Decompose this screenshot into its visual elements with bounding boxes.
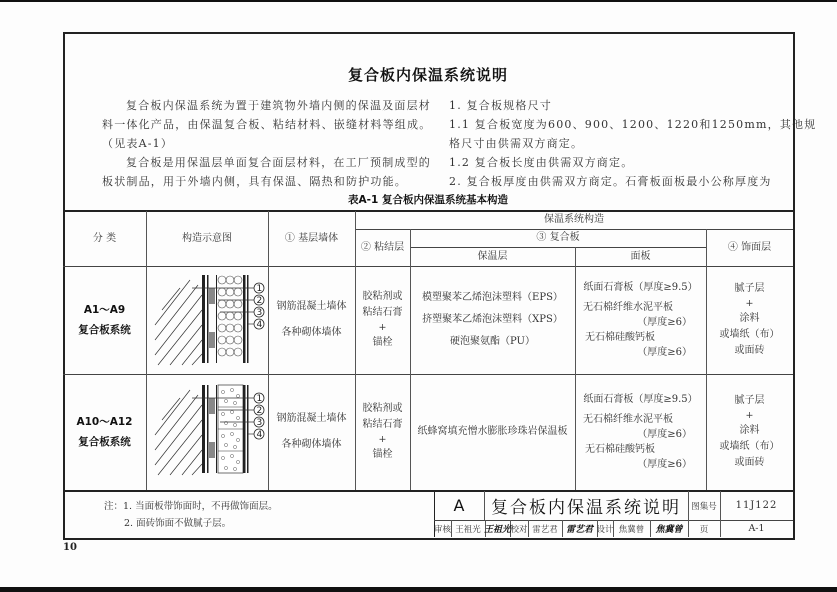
row1-base-wall: 钢筋混凝土墙体 各种砌体墙体 <box>276 301 347 338</box>
design-label: 设计 <box>596 524 614 535</box>
section-letter: A <box>453 496 465 515</box>
header-base-wall: ① 基层墙体 <box>284 232 339 244</box>
atlas-label: 图集号 <box>691 501 717 512</box>
reviewer-signature: 王祖光 <box>484 525 512 535</box>
header-adhesive: ② 粘结层 <box>360 241 405 253</box>
notes-label: 注： <box>104 501 124 512</box>
checker-name: 雷艺君 <box>532 524 558 535</box>
row1-construction-diagram <box>150 270 265 370</box>
svg-text:1: 1 <box>256 394 263 404</box>
intro-left-line-4: 复合板是用保温层单面复合面层材料，在工厂预制成型的 <box>126 156 431 169</box>
row2-panel: 纸面石膏板（厚度≥9.5） 无石棉纤维水泥平板 （厚度≥6） 无石棉硅酸钙板 （厚度≥6） <box>583 394 698 470</box>
header-composite: ③ 复合板 <box>536 232 580 243</box>
page-title: 复合板内保温系统说明 <box>347 66 508 84</box>
row1-panel: 纸面石膏板（厚度≥9.5） 无石棉纤维水泥平板 （厚度≥6） 无石棉硅酸钙板 （厚度≥6） <box>583 282 698 358</box>
row2-base-wall: 钢筋混凝土墙体 各种砌体墙体 <box>276 413 347 450</box>
intro-right-line-3: 格尺寸由供需双方商定。 <box>449 137 584 150</box>
top-edge-line <box>0 0 837 2</box>
intro-left-line-2: 料一体化产品，由保温复合板、粘结材料、嵌缝材料等组成。 <box>102 118 432 131</box>
note-2: 2. 面砖饰面不做腻子层。 <box>124 518 232 529</box>
row2-category: A10～A12 复合板系统 <box>76 416 133 448</box>
header-panel: 面板 <box>630 250 651 262</box>
intro-left-line-1: 复合板内保温系统为置于建筑物外墙内侧的保温及面层材 <box>126 99 431 112</box>
row2-adhesive: 胶粘剂或 粘结石膏 + 锚栓 <box>362 403 403 460</box>
svg-text:2: 2 <box>256 296 263 306</box>
review-label: 审核 <box>434 524 452 535</box>
svg-text:1: 1 <box>256 284 263 294</box>
intro-right-line-4: 1.2 复合板长度由供需双方商定。 <box>449 156 634 169</box>
notes <box>104 498 278 532</box>
row1-finish: 腻子层 + 涂料 或墙纸（布） 或面砖 <box>719 283 780 356</box>
header-finish: ④ 饰面层 <box>727 241 772 253</box>
row2-finish: 腻子层 + 涂料 或墙纸（布） 或面砖 <box>719 395 780 468</box>
svg-text:4: 4 <box>256 430 263 440</box>
intro-left-line-5: 板状制品，用于外墙内侧，具有保温、隔热和防护功能。 <box>102 175 407 188</box>
svg-text:3: 3 <box>256 418 263 428</box>
row2-insulation: 纸蜂窝填充憎水膨胀珍珠岩保温板 <box>417 426 568 437</box>
atlas-value: 11J122 <box>735 500 778 511</box>
intro-right-line-5: 2. 复合板厚度由供需双方商定。石膏板面板最小公称厚度为 <box>449 175 772 188</box>
header-category: 分 类 <box>92 232 117 244</box>
row1-category: A1～A9 复合板系统 <box>78 304 131 336</box>
checker-signature: 雷艺君 <box>565 525 593 535</box>
page-value: A-1 <box>748 523 765 534</box>
page-number: 10 <box>63 542 77 553</box>
svg-text:2: 2 <box>256 406 263 416</box>
svg-text:3: 3 <box>256 308 263 318</box>
header-diagram: 构造示意图 <box>182 232 232 244</box>
svg-text:4: 4 <box>256 320 263 330</box>
row1-insulation: 模塑聚苯乙烯泡沫塑料（EPS） 挤塑聚苯乙烯泡沫塑料（XPS） 硬泡聚氨酯（PU） <box>422 292 563 347</box>
designer-signature: 焦冀曾 <box>655 525 683 535</box>
bottom-edge-bar <box>0 587 837 592</box>
row1-adhesive: 胶粘剂或 粘结石膏 + 锚栓 <box>362 291 403 348</box>
header-insulation: 保温层 <box>477 250 508 262</box>
table-caption: 表A-1 复合板内保温系统基本构造 <box>348 194 508 206</box>
intro-right-line-1: 1. 复合板规格尺寸 <box>449 99 552 112</box>
check-label: 校对 <box>510 524 528 535</box>
title-block-title: 复合板内保温系统说明 <box>491 498 681 518</box>
intro-left-line-3: （见表A-1） <box>102 137 174 150</box>
row2-construction-diagram <box>150 380 265 480</box>
reviewer-name: 王祖光 <box>455 524 481 535</box>
header-system: 保温系统构造 <box>544 214 604 225</box>
page-label: 页 <box>699 524 709 535</box>
designer-name: 焦冀曾 <box>618 524 645 535</box>
note-1: 1. 当面板带饰面时，不再做饰面层。 <box>123 501 278 512</box>
intro-right-line-2: 1.1 复合板宽度为600、900、1200、1220和1250mm，其他规 <box>449 118 817 131</box>
